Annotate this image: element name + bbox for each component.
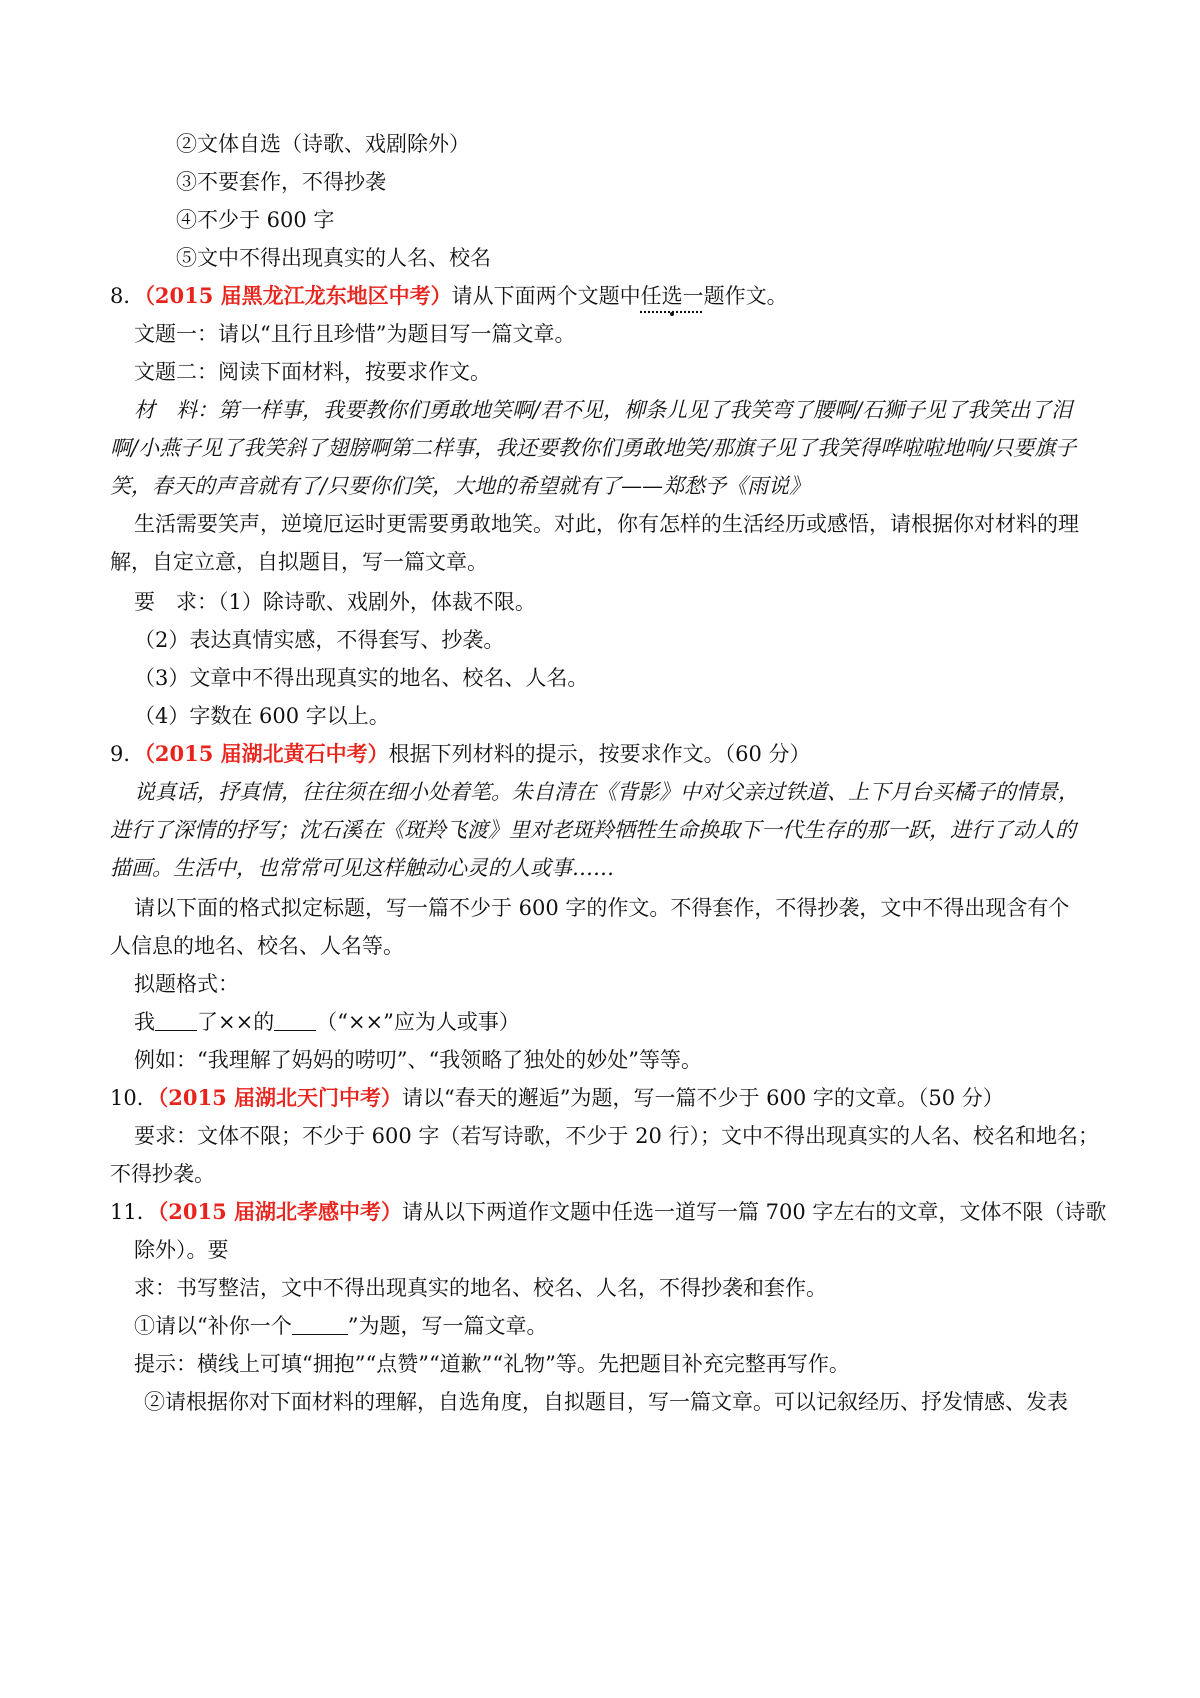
q9-format-label: 拟题格式： (134, 972, 239, 996)
question-number: 9． (110, 742, 145, 766)
question-prompt: 请从以下两道作文题中任选一道写一篇 700 字左右的文章，文体不限（诗歌 (402, 1200, 1107, 1224)
emphasized-text: 任选一 (640, 284, 704, 308)
format-part-1: 我 (134, 1010, 155, 1034)
q8-material-line-3: 笑，春天的声音就有了/只要你们笑，大地的希望就有了——郑愁予《雨说》 (110, 474, 811, 498)
q11-prompt-continued: 除外）。要 (134, 1238, 229, 1262)
blank-line (155, 1010, 197, 1031)
blank-line (274, 1010, 316, 1031)
question-source: （2015 届湖北孝感中考） (157, 1199, 402, 1224)
q8-paragraph-line-2: 解，自定立意，自拟题目，写一篇文章。 (110, 550, 488, 574)
q11-option-2: ②请根据你对下面材料的理解，自选角度，自拟题目，写一篇文章。可以记叙经历、抒发情感、发表 (144, 1390, 1068, 1414)
q9-example: 例如：“我理解了妈妈的唠叨”、“我领略了独处的妙处”等等。 (134, 1048, 702, 1072)
q9-title-format (134, 1007, 520, 1037)
requirement-2: ②文体自选（诗歌、戏剧除外） (176, 132, 470, 156)
question-prompt: 请从下面两个文题中 (451, 284, 641, 308)
q8-requirement-2: （2）表达真情实感，不得套写、抄袭。 (134, 628, 505, 652)
q8-requirement-3: （3）文章中不得出现真实的地名、校名、人名。 (134, 666, 589, 690)
q9-paragraph-line-2: 人信息的地名、校名、人名等。 (110, 934, 404, 958)
requirement-3: ③不要套作，不得抄袭 (176, 170, 386, 194)
q11-requirements: 求：书写整洁，文中不得出现真实的地名、校名、人名，不得抄袭和套作。 (134, 1276, 827, 1300)
q9-material-line-3: 描画。生活中，也常常可见这样触动心灵的人或事…… (110, 856, 614, 880)
blank-line (292, 1314, 348, 1335)
q8-material-line-1: 材 料：第一样事，我要教你们勇敢地笑啊/君不见，柳条儿见了我笑弯了腰啊/石狮子见了我笑出了泪 (134, 398, 1073, 422)
requirement-5: ⑤文中不得出现真实的人名、校名 (176, 246, 491, 270)
q11-option-1 (134, 1311, 548, 1341)
question-11-heading (110, 1197, 1106, 1227)
format-part-3: （“××”应为人或事） (316, 1010, 520, 1034)
question-9-heading (110, 739, 811, 769)
option-1-part-2: ”为题，写一篇文章。 (347, 1314, 548, 1338)
q9-material-line-1: 说真话，抒真情，往往须在细小处着笔。朱自清在《背影》中对父亲过铁道、上下月台买橘子的情景， (134, 780, 1079, 804)
question-8-heading (110, 281, 788, 311)
question-prompt-end: 题作文。 (703, 284, 788, 308)
q8-requirement-1: 要 求：（1）除诗歌、戏剧外，体裁不限。 (134, 590, 536, 614)
question-number: 8． (110, 284, 145, 308)
question-source: （2015 届湖北天门中考） (157, 1085, 402, 1110)
q10-requirement-line-2: 不得抄袭。 (110, 1162, 215, 1186)
q11-tip: 提示：横线上可填“拥抱”“点赞”“道歉”“礼物”等。先把题目补充完整再写作。 (134, 1352, 850, 1376)
q10-requirement-line-1: 要求：文体不限；不少于 600 字（若写诗歌，不少于 20 行）；文中不得出现真实的人名、校名和地名； (134, 1124, 1100, 1148)
question-number: 11． (110, 1200, 158, 1224)
requirement-4: ④不少于 600 字 (176, 208, 335, 232)
q8-topic-2: 文题二：阅读下面材料，按要求作文。 (134, 360, 491, 384)
q9-material-line-2: 进行了深情的抒写；沈石溪在《斑羚飞渡》里对老斑羚牺牲生命换取下一代生存的那一跃，进行了动人的 (110, 818, 1076, 842)
format-part-2: 了××的 (197, 1010, 275, 1034)
question-source: （2015 届湖北黄石中考） (144, 741, 389, 766)
q8-topic-1: 文题一：请以“且行且珍惜”为题目写一篇文章。 (134, 322, 576, 346)
question-prompt: 根据下列材料的提示，按要求作文。（60 分） (388, 742, 811, 766)
question-number: 10． (110, 1086, 158, 1110)
q9-paragraph-line-1: 请以下面的格式拟定标题，写一篇不少于 600 字的作文。不得套作，不得抄袭，文中不得出现含有个 (134, 896, 1070, 920)
q8-material-line-2: 啊/小燕子见了我笑斜了翅膀啊第二样事，我还要教你们勇敢地笑/那旗子见了我笑得哗啦啦地响/只要旗子 (110, 436, 1077, 460)
q8-paragraph-line-1: 生活需要笑声，逆境厄运时更需要勇敢地笑。对此，你有怎样的生活经历或感悟，请根据你对材料的理 (134, 512, 1079, 536)
q8-requirement-4: （4）字数在 600 字以上。 (134, 704, 390, 728)
question-source: （2015 届黑龙江龙东地区中考） (144, 283, 452, 308)
option-1-part-1: ①请以“补你一个 (134, 1314, 292, 1338)
question-10-heading (110, 1083, 1004, 1113)
question-prompt: 请以“春天的邂逅”为题，写一篇不少于 600 字的文章。（50 分） (402, 1086, 1004, 1110)
